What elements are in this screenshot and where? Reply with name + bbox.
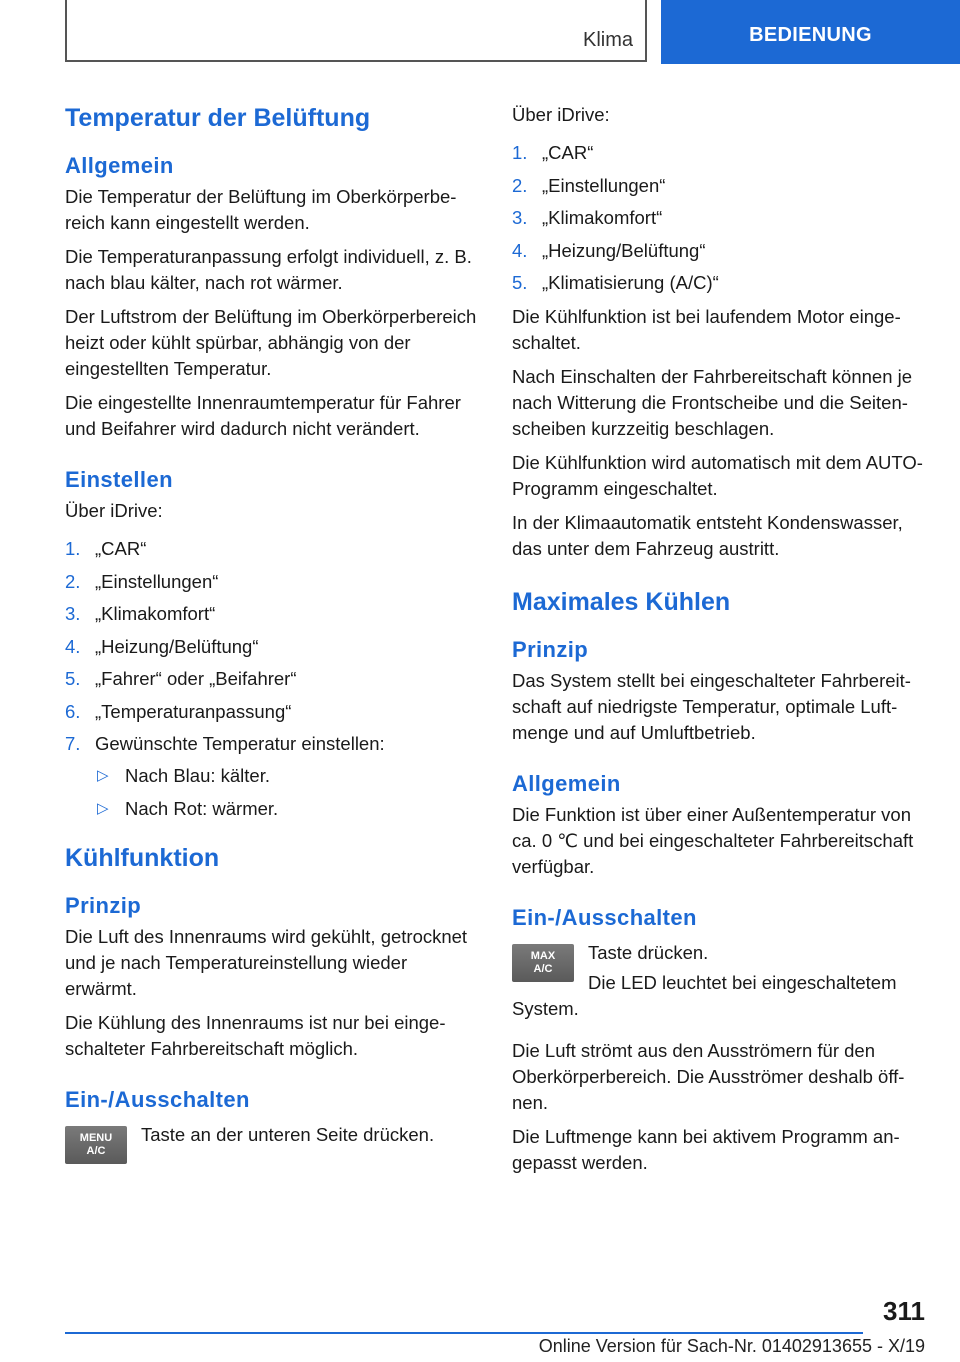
list-item bbox=[65, 731, 477, 822]
step-number: 5. bbox=[512, 272, 528, 293]
step-text: „Fahrer“ oder „Beifahrer“ bbox=[95, 668, 297, 689]
menu-ac-button-icon bbox=[65, 1126, 127, 1164]
list-item bbox=[512, 173, 924, 199]
section-allgemein bbox=[512, 768, 924, 880]
list-item bbox=[512, 270, 924, 296]
section-title-maximales-kuehlen: Maximales Kühlen bbox=[512, 588, 731, 616]
paragraph: Das System stellt bei eingeschalteter Fahrbereitschaft auf niedrigste Temperatur, optimale Luftmenge und auf Umluftbetrieb. bbox=[512, 670, 911, 743]
section-prinzip bbox=[512, 634, 924, 746]
list-item bbox=[65, 634, 477, 660]
step-text: „Temperaturanpassung“ bbox=[95, 700, 292, 722]
section-title-kuehlfunktion: Kühlfunktion bbox=[65, 843, 220, 872]
step-number: 3. bbox=[65, 603, 81, 624]
header-tab-bedienung[interactable]: BEDIENUNG bbox=[661, 0, 960, 64]
step-number: 4. bbox=[512, 239, 528, 261]
step-text: „CAR“ bbox=[95, 538, 147, 559]
heading-einstellen: Einstellen bbox=[65, 467, 173, 492]
heading-allgemein: Allgemein bbox=[512, 771, 621, 796]
footer-version-text: Online Version für Sach-Nr. 01402913655 - X/19 bbox=[538, 1336, 925, 1356]
paragraph: Die Temperatur der Belüftung im Oberkörperbereich kann eingestellt werden. bbox=[65, 186, 457, 233]
paragraph: Die eingestellte Innenraumtemperatur für Fahrer und Beifahrer wird dadurch nicht verändert. bbox=[65, 392, 461, 439]
section-title-temperatur: Temperatur der Belüftung bbox=[65, 104, 371, 132]
step-text: „Einstellungen“ bbox=[95, 570, 219, 592]
step-text: „CAR“ bbox=[542, 142, 594, 163]
step-text: „Klimakomfort“ bbox=[95, 603, 216, 624]
intro-text: Über iDrive: bbox=[65, 500, 163, 521]
sub-item-text: Nach Rot: wärmer. bbox=[125, 797, 279, 819]
step-number: 5. bbox=[65, 668, 81, 689]
footer-divider bbox=[65, 1332, 863, 1334]
page-number: 311 bbox=[883, 1296, 925, 1326]
list-item bbox=[65, 569, 477, 595]
key-label-line2: A/C bbox=[533, 963, 553, 975]
left-column bbox=[65, 100, 477, 1192]
paragraph: Nach Einschalten der Fahrbereitschaft können je nach Witterung die Frontscheibe und die Seitenscheiben kurzzeitig beschlagen. bbox=[512, 366, 913, 439]
step-number: 2. bbox=[512, 174, 528, 196]
paragraph: Taste drücken. bbox=[588, 942, 709, 963]
header-section-title: Klima bbox=[582, 29, 633, 51]
step-number: 4. bbox=[65, 635, 81, 657]
section-allgemein bbox=[65, 150, 477, 442]
paragraph: Die Kühlung des Innenraums ist nur bei eingeschalteter Fahrbereitschaft möglich. bbox=[65, 1011, 446, 1059]
list-item bbox=[65, 699, 477, 725]
heading-allgemein: Allgemein bbox=[65, 153, 174, 178]
intro-text: Über iDrive: bbox=[512, 104, 610, 125]
section-ein-ausschalten bbox=[65, 1084, 477, 1170]
section-einstellen bbox=[65, 464, 477, 822]
paragraph: Die Funktion ist über einer Außentemperatur von ca. 0 ℃ und bei eingeschalteter Fahrbereitschaft verfügbar. bbox=[512, 804, 914, 877]
key-label-line2: A/C bbox=[86, 1144, 106, 1157]
step-text: „Klimakomfort“ bbox=[542, 207, 663, 228]
section-ein-ausschalten bbox=[512, 902, 924, 1176]
paragraph: Taste an der unteren Seite drücken. bbox=[141, 1123, 435, 1145]
step-number: 3. bbox=[512, 207, 528, 228]
paragraph: Der Luftstrom der Belüftung im Oberkörperbereich heizt oder kühlt spürbar, abhängig von der eingestellten Temperatur. bbox=[65, 306, 477, 379]
heading-prinzip: Prinzip bbox=[512, 637, 589, 662]
sub-list-item bbox=[95, 763, 477, 789]
key-label-line1: MENU bbox=[79, 1131, 113, 1144]
heading-prinzip: Prinzip bbox=[65, 892, 142, 918]
step-text: „Klimatisierung (A/C)“ bbox=[542, 272, 719, 293]
step-text: „Heizung/Belüftung“ bbox=[95, 635, 259, 657]
header-frame bbox=[65, 0, 647, 62]
paragraph: Die Luft des Innenraums wird gekühlt, getrocknet und je nach Temperatureinstellung wieder erwärmt. bbox=[65, 925, 468, 999]
triangle-bullet-icon: ▷ bbox=[97, 767, 109, 784]
step-text: „Heizung/Belüftung“ bbox=[542, 239, 706, 261]
steps-list bbox=[65, 536, 477, 822]
list-item bbox=[512, 238, 924, 264]
button-instruction bbox=[512, 940, 924, 1022]
paragraph: Die Kühlfunktion wird automatisch mit dem AUTO-Programm eingeschaltet. bbox=[512, 452, 923, 499]
step-number: 1. bbox=[512, 142, 528, 163]
sub-list bbox=[95, 763, 477, 822]
triangle-bullet-icon: ▷ bbox=[97, 799, 109, 817]
list-item bbox=[65, 666, 477, 692]
step-number: 7. bbox=[65, 733, 81, 754]
list-item bbox=[65, 601, 477, 627]
step-number: 2. bbox=[65, 570, 81, 592]
step-text: „Einstellungen“ bbox=[542, 174, 666, 196]
section-prinzip bbox=[65, 890, 477, 1062]
max-ac-button-icon bbox=[512, 944, 574, 982]
step-text: Gewünschte Temperatur einstellen: bbox=[95, 733, 385, 754]
list-item bbox=[512, 140, 924, 166]
right-column bbox=[512, 102, 924, 1198]
paragraph: Die Luft strömt aus den Ausströmern für den Oberkörperbereich. Die Ausströmer deshalb öffnen. bbox=[512, 1040, 905, 1113]
sub-list-item bbox=[95, 796, 477, 822]
key-label-line1: MAX bbox=[530, 950, 556, 962]
button-instruction bbox=[65, 1122, 477, 1170]
paragraph: Die Temperaturanpassung erfolgt individuell, z. B. nach blau kälter, nach rot wärmer. bbox=[65, 246, 472, 293]
step-number: 1. bbox=[65, 538, 81, 559]
list-item bbox=[65, 536, 477, 562]
sub-item-text: Nach Blau: kälter. bbox=[125, 765, 270, 786]
steps-list bbox=[512, 140, 924, 296]
step-number: 6. bbox=[65, 700, 81, 722]
paragraph: Die Kühlfunktion ist bei laufendem Motor eingeschaltet. bbox=[512, 306, 901, 353]
list-item bbox=[512, 205, 924, 231]
heading-ein-ausschalten: Ein-/Ausschalten bbox=[512, 905, 697, 930]
paragraph: In der Klimaautomatik entsteht Kondenswasser, das unter dem Fahrzeug austritt. bbox=[512, 512, 903, 559]
heading-ein-ausschalten: Ein-/Ausschalten bbox=[65, 1086, 250, 1112]
paragraph: Die Luftmenge kann bei aktivem Programm angepasst werden. bbox=[512, 1126, 900, 1173]
paragraph: Die LED leuchtet bei eingeschaltetem System. bbox=[512, 972, 897, 1019]
